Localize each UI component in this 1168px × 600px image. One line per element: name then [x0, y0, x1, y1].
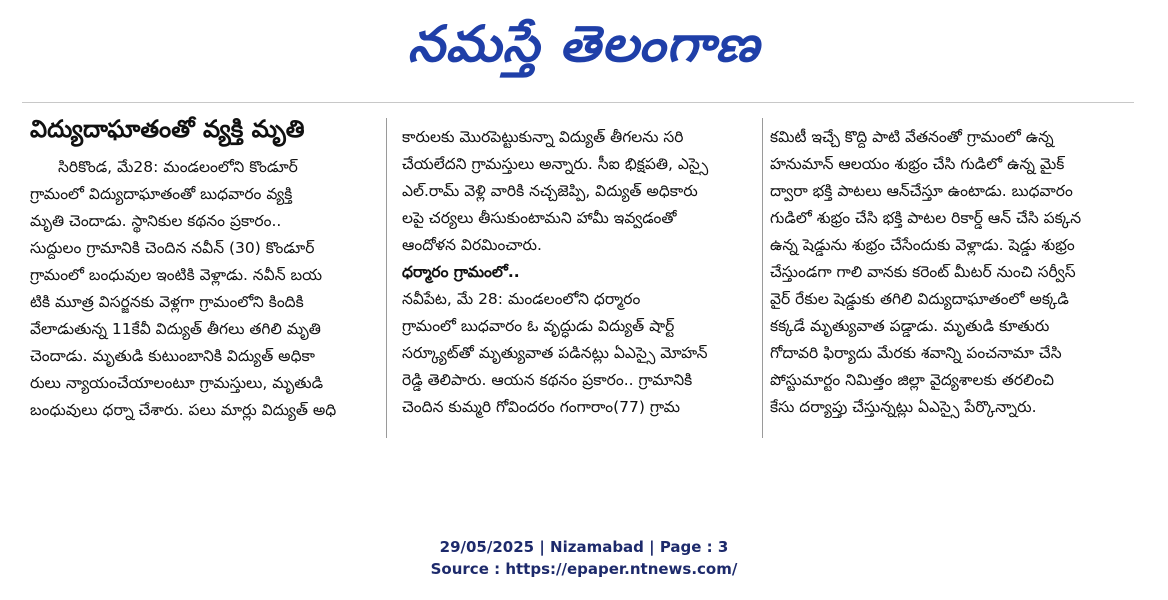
masthead-divider: [22, 102, 1134, 103]
article-text-line: హనుమాన్ ఆలయం శుభ్రం చేసి గుడిలో ఉన్న మైక్: [770, 155, 1065, 173]
footer-source: Source : https://epaper.ntnews.com/: [430, 560, 738, 578]
article-text-line: వేలాడుతున్న 11కేవీ విద్యుత్ తీగలు తగిలి మృతి: [30, 320, 321, 338]
article-text-line: గోదావరి ఫిర్యాదు మేరకు శవాన్ని పంచనామా చేసి: [770, 344, 1062, 362]
masthead: [0, 4, 1168, 84]
article-text-line: కారులకు మొరపెట్టుకున్నా విద్యుత్ తీగలను సరి: [402, 128, 684, 146]
column-divider: [762, 118, 763, 438]
column-divider: [386, 118, 387, 438]
article-text-line: గ్రామంలో విద్యుదాఘాతంతో బుధవారం వ్యక్తి: [30, 185, 293, 203]
article-text-line: రెడ్డి తెలిపారు. ఆయన కథనం ప్రకారం.. గ్రామానికి: [402, 371, 693, 389]
article-text-line: కమిటీ ఇచ్చే కొద్ది పాటి వేతనంతో గ్రామంలో ఉన్న: [770, 128, 1054, 146]
article-text-line: గ్రామంలో బంధువుల ఇంటికి వెళ్లాడు. నవీన్ బయ: [30, 266, 323, 284]
article-headline: విద్యుదాఘాతంతో వ్యక్తి మృతి: [30, 115, 305, 143]
article-text-line: ఎల్.రామ్ వెళ్లి వారికి నచ్చజెప్పి, విద్యుత్ అధికారు: [402, 182, 698, 200]
article-text-line: చేయలేదని గ్రామస్తులు అన్నారు. సీఐ భిక్షపతి, ఎస్సై: [402, 155, 709, 173]
article-text-line: గుడిలో శుభ్రం చేసి భక్తి పాటల రికార్డ్ ఆన్ చేసి పక్కన: [770, 209, 1082, 227]
article-text-line: చేస్తుండగా గాలి వానకు కరెంట్ మీటర్ నుంచి సర్వీస్: [770, 263, 1076, 281]
article-text-line: ఆందోళన విరమించారు.: [402, 236, 542, 254]
article-text-line: బంధువులు ధర్నా చేశారు. పలు మార్లు విద్యుత్ అధి: [30, 401, 337, 419]
article-text-line: టికి మూత్ర విసర్జనకు వెళ్లగా గ్రామంలోని కిందికి: [30, 293, 304, 311]
article-subheading: ధర్మారం గ్రామంలో..: [402, 263, 520, 281]
article-text-line: ఉన్న షెడ్డును శుభ్రం చేసేందుకు వెళ్లాడు. షెడ్డు శుభ్రం: [770, 236, 1075, 254]
article-text-line: కేసు దర్యాప్తు చేస్తున్నట్లు ఏఎస్సై పేర్కొన్నారు.: [770, 398, 1037, 416]
article-text-line: పోస్టుమార్టం నిమిత్తం జిల్లా వైద్యశాలకు తరలించి: [770, 371, 1055, 389]
footer-edition-info: 29/05/2025 | Nizamabad | Page : 3: [439, 538, 729, 556]
article-text-line: చెందిన కుమ్మరి గోవిందరం గంగారాం(77) గ్రామ: [402, 398, 681, 416]
masthead-title: నమస్తే తెలంగాణ: [407, 15, 761, 73]
article-text-line: మృతి చెందాడు. స్థానికుల కథనం ప్రకారం..: [30, 212, 282, 230]
article-text-line: సిరికొండ, మే28: మండలంలోని కొండూర్: [58, 158, 298, 176]
article-column-2: [402, 124, 752, 421]
article-text-line: ద్వారా భక్తి పాటలు ఆన్‌చేస్తూ ఉంటాడు. బుధవారం: [770, 182, 1073, 200]
article-text-line: నవీపేట, మే 28: మండలంలోని ధర్మారం: [402, 290, 641, 308]
article-text-line: కక్కడే మృత్యువాత పడ్డాడు. మృతుడి కూతురు: [770, 317, 1050, 335]
article-column-3: [770, 124, 1132, 421]
article-text-line: లపై చర్యలు తీసుకుంటామని హామీ ఇవ్వడంతో: [402, 209, 677, 227]
article-text-line: చెందాడు. మృతుడి కుటుంబానికి విద్యుత్ అధికా: [30, 347, 315, 365]
article-text-line: గ్రామంలో బుధవారం ఓ వృద్ధుడు విద్యుత్ షార్ట్: [402, 317, 675, 335]
article-text-line: సుద్దులం గ్రామానికి చెందిన నవీన్ (30) కొండూర్: [30, 239, 315, 257]
article-column-1: [30, 154, 365, 424]
article-text-line: సర్క్యూట్‌తో మృత్యువాత పడినట్లు ఏఎస్సై మోహన్: [402, 344, 708, 362]
article-text-line: వైర్ రేకుల షెడ్డుకు తగిలి విద్యుదాఘాతంలో అక్కడి: [770, 290, 1069, 308]
article-text-line: రులు న్యాయంచేయాలంటూ గ్రామస్తులు, మృతుడి: [30, 374, 324, 392]
